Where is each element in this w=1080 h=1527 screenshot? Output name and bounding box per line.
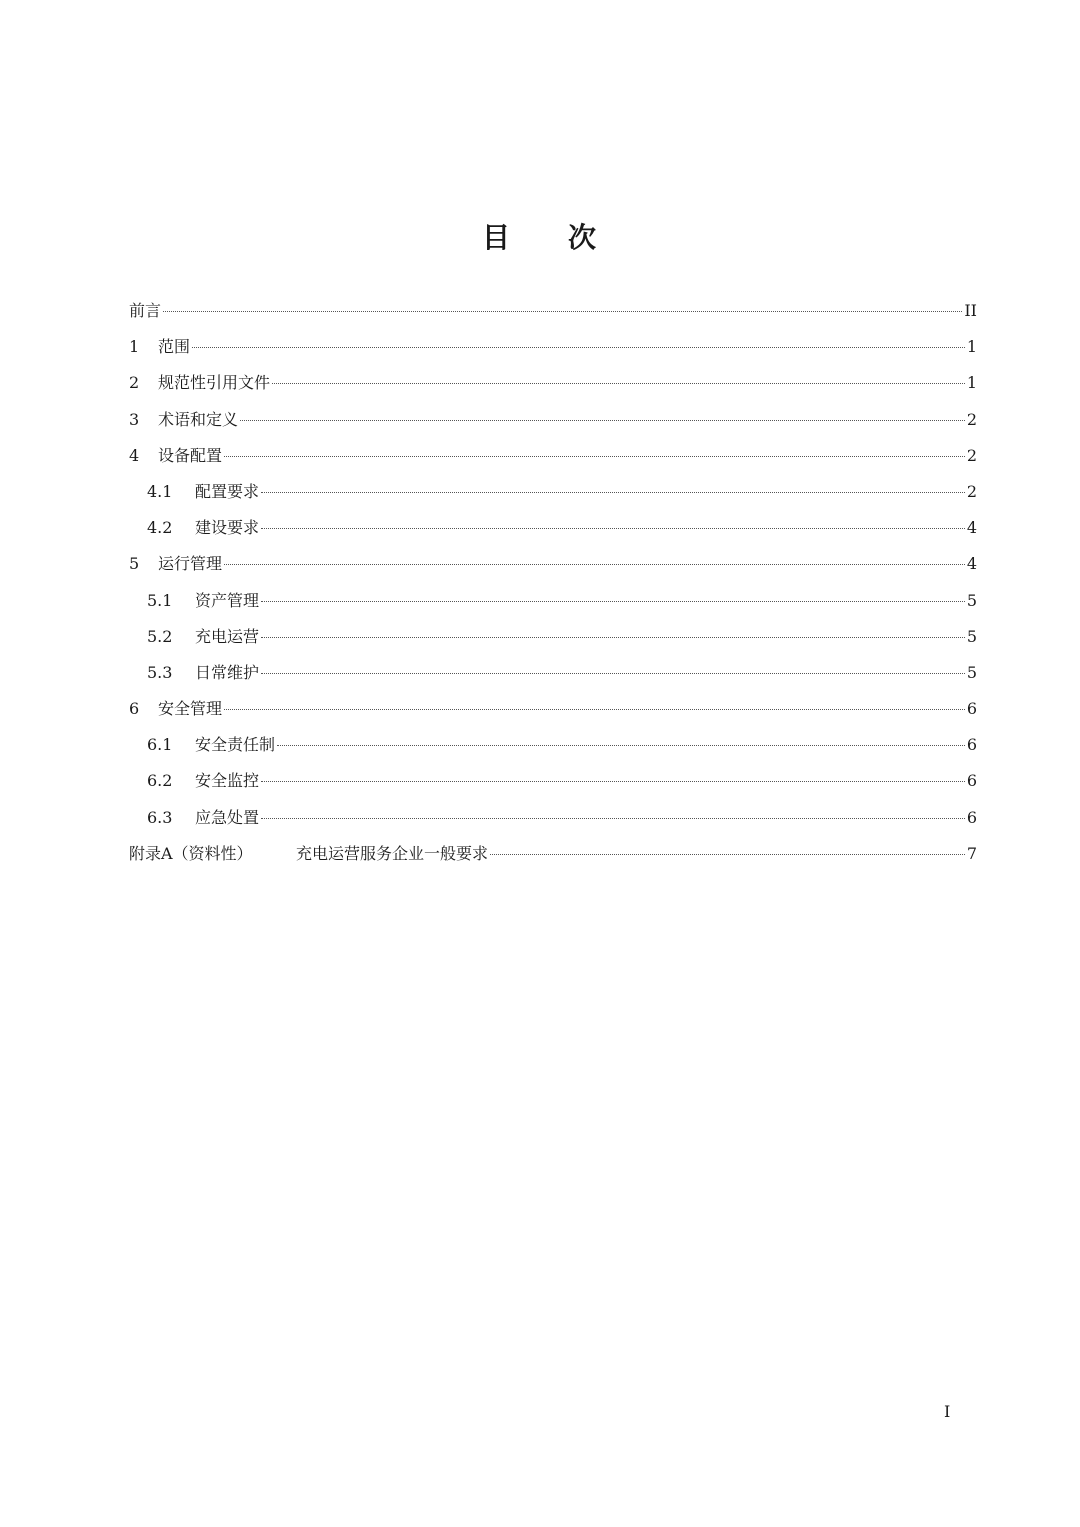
toc-entry-number: 3	[129, 409, 140, 429]
toc-entry-preface[interactable]	[129, 293, 977, 329]
toc-dot-leader	[277, 745, 965, 746]
toc-entry-6-2[interactable]	[129, 763, 977, 799]
page-title-char-2: 次	[568, 221, 599, 254]
toc-entry-4-2[interactable]	[129, 510, 977, 546]
toc-dot-leader	[261, 601, 965, 602]
toc-entry-text: 日常维护	[195, 662, 260, 682]
toc-entry-number: 附录A（资料性）	[129, 843, 253, 863]
toc-entry-page: 5	[966, 626, 977, 646]
toc-entry-page: 5	[966, 590, 977, 610]
toc-entry-text: 术语和定义	[158, 409, 239, 429]
toc-entry-page: 5	[966, 662, 977, 682]
page-title	[0, 216, 1080, 256]
toc-entry-2[interactable]	[129, 365, 977, 401]
toc-entry-appendix-a[interactable]	[129, 836, 977, 872]
toc-entry-number: 4.1	[147, 481, 173, 501]
toc-entry-4-1[interactable]	[129, 474, 977, 510]
toc-dot-leader	[224, 564, 965, 565]
toc-entry-number: 6.2	[147, 771, 173, 791]
toc-dot-leader	[490, 854, 965, 855]
toc-entry-number: 5.2	[147, 626, 173, 646]
toc-entry-6[interactable]	[129, 691, 977, 727]
toc-entry-text: 范围	[158, 337, 191, 357]
toc-entry-text: 前言	[129, 301, 162, 320]
toc-entry-text: 建设要求	[195, 518, 260, 538]
toc-entry-number: 6.1	[147, 735, 173, 755]
toc-entry-page: 7	[966, 843, 977, 863]
toc-entry-number: 5.3	[147, 662, 173, 682]
toc-entry-page: 4	[966, 518, 977, 538]
toc-dot-leader	[261, 781, 965, 782]
toc-entry-5-3[interactable]	[129, 655, 977, 691]
toc-entry-number: 4.2	[147, 518, 173, 538]
toc-entry-page: 2	[966, 445, 977, 465]
toc-entry-text: 安全管理	[158, 699, 223, 719]
toc-entry-1[interactable]	[129, 329, 977, 365]
toc-entry-text: 安全责任制	[195, 735, 276, 755]
toc-entry-page: 2	[966, 409, 977, 429]
toc-entry-6-1[interactable]	[129, 727, 977, 763]
toc-entry-page: 6	[966, 699, 977, 719]
page-number: I	[944, 1402, 951, 1421]
toc-dot-leader	[261, 637, 965, 638]
toc-entry-text: 应急处置	[195, 807, 260, 827]
toc-dot-leader	[272, 383, 965, 384]
toc-entry-4[interactable]	[129, 438, 977, 474]
toc-entry-text: 充电运营	[195, 626, 260, 646]
toc-dot-leader	[192, 347, 965, 348]
toc-entry-text: 配置要求	[195, 481, 260, 501]
toc-entry-page: 1	[966, 373, 977, 393]
toc-dot-leader	[224, 456, 965, 457]
toc-dot-leader	[163, 311, 962, 312]
toc-entry-text: 安全监控	[195, 771, 260, 791]
toc-dot-leader	[224, 709, 965, 710]
toc-entry-page: 6	[966, 735, 977, 755]
toc-dot-leader	[261, 818, 965, 819]
toc-dot-leader	[261, 528, 965, 529]
toc-entry-number: 4	[129, 445, 140, 465]
toc-dot-leader	[261, 492, 965, 493]
toc-entry-text: 设备配置	[158, 445, 223, 465]
toc-entry-page: 6	[966, 771, 977, 791]
toc-entry-number: 6.3	[147, 807, 173, 827]
toc-entry-6-3[interactable]	[129, 800, 977, 836]
toc-entry-number: 1	[129, 337, 140, 357]
toc-entry-number: 5	[129, 554, 140, 574]
toc-entry-page: 6	[966, 807, 977, 827]
toc-entry-number: 5.1	[147, 590, 173, 610]
page-title-char-1: 目	[481, 221, 512, 254]
toc-entry-5[interactable]	[129, 546, 977, 582]
toc-dot-leader	[261, 673, 965, 674]
toc-dot-leader	[240, 420, 965, 421]
toc-entry-page: 1	[966, 337, 977, 357]
toc-entry-text: 资产管理	[195, 590, 260, 610]
toc-entry-page: 4	[966, 554, 977, 574]
toc-entry-5-2[interactable]	[129, 619, 977, 655]
toc-entry-text: 充电运营服务企业一般要求	[296, 843, 489, 863]
toc-entry-number: 2	[129, 373, 140, 393]
table-of-contents	[129, 293, 977, 872]
toc-entry-text: 运行管理	[158, 554, 223, 574]
toc-entry-text: 规范性引用文件	[158, 373, 271, 393]
toc-entry-page: 2	[966, 481, 977, 501]
toc-entry-5-1[interactable]	[129, 583, 977, 619]
toc-entry-3[interactable]	[129, 402, 977, 438]
toc-entry-page: II	[964, 301, 977, 320]
toc-entry-number: 6	[129, 699, 140, 719]
